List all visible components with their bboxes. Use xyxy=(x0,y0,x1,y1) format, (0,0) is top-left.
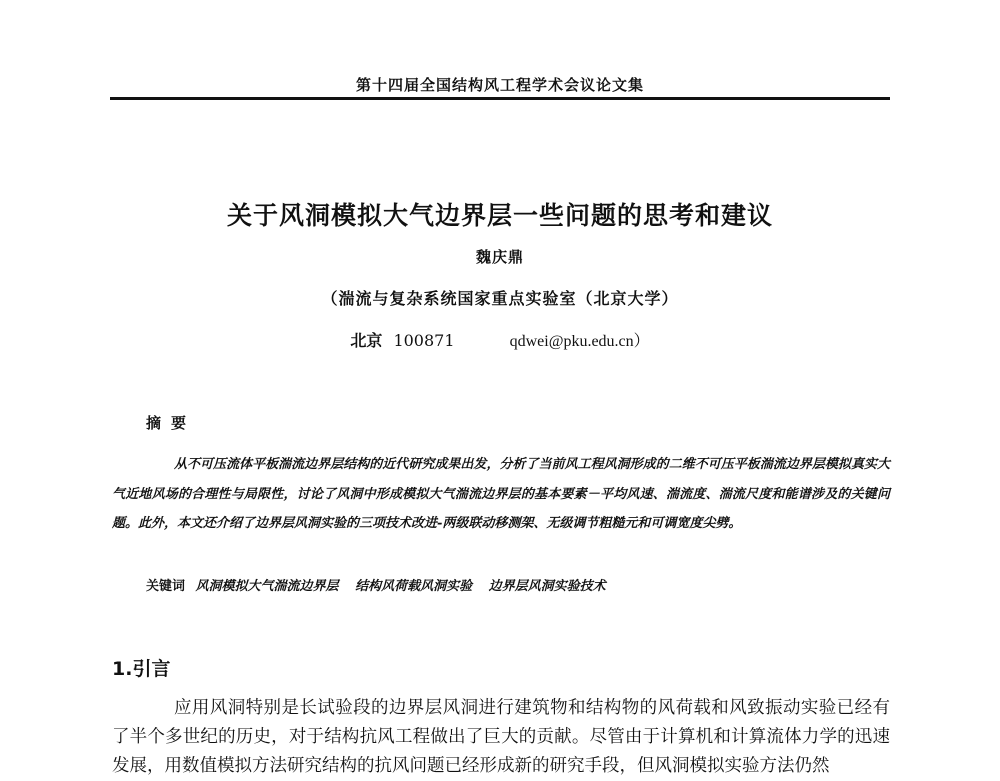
keyword-item: 边界层风洞实验技术 xyxy=(488,579,606,594)
paper-title: 关于风洞模拟大气边界层一些问题的思考和建议 xyxy=(226,201,773,230)
header-rule xyxy=(110,97,890,100)
keyword-item: 风洞模拟大气湍流边界层 xyxy=(195,579,339,594)
email: qdwei@pku.edu.cn） xyxy=(509,333,650,350)
section-heading-introduction: 1.引言 xyxy=(112,658,171,680)
contact-line xyxy=(0,328,1000,351)
section-body-introduction: 应用风洞特别是长试验段的边界层风洞进行建筑物和结构物的风荷载和风致振动实验已经有了半个多世纪的历史，对于结构抗风工程做出了巨大的贡献。尽管由于计算机和计算流体力学的迅速发展，用数值模拟方法研究结构的抗风问题已经形成新的研究手段，但风洞模拟实验方法仍然 xyxy=(112,698,890,776)
keywords-line xyxy=(146,575,618,594)
keyword-item: 结构风荷载风洞实验 xyxy=(355,579,473,594)
author-name: 魏庆鼎 xyxy=(475,248,524,266)
postcode: 100871 xyxy=(393,331,455,350)
keywords-label: 关键词 xyxy=(146,579,186,594)
city: 北京 xyxy=(350,331,383,350)
running-header: 第十四届全国结构风工程学术会议论文集 xyxy=(355,76,644,94)
abstract-label: 摘要 xyxy=(146,414,197,432)
abstract-body: 从不可压流体平板湍流边界层结构的近代研究成果出发，分析了当前风工程风洞形成的二维不可压平板湍流边界层模拟真实大气近地风场的合理性与局限性，讨论了风洞中形成模拟大气湍流边界层的基本要素－平均风速、湍流度、湍流尺度和能谱涉及的关键问题。此外，本文还介绍了边界层风洞实验的三项技术改进-两级联动移测架、无级调节粗糙元和可调宽度尖劈。 xyxy=(112,457,890,531)
affiliation: （湍流与复杂系统国家重点实验室（北京大学） xyxy=(321,289,679,308)
